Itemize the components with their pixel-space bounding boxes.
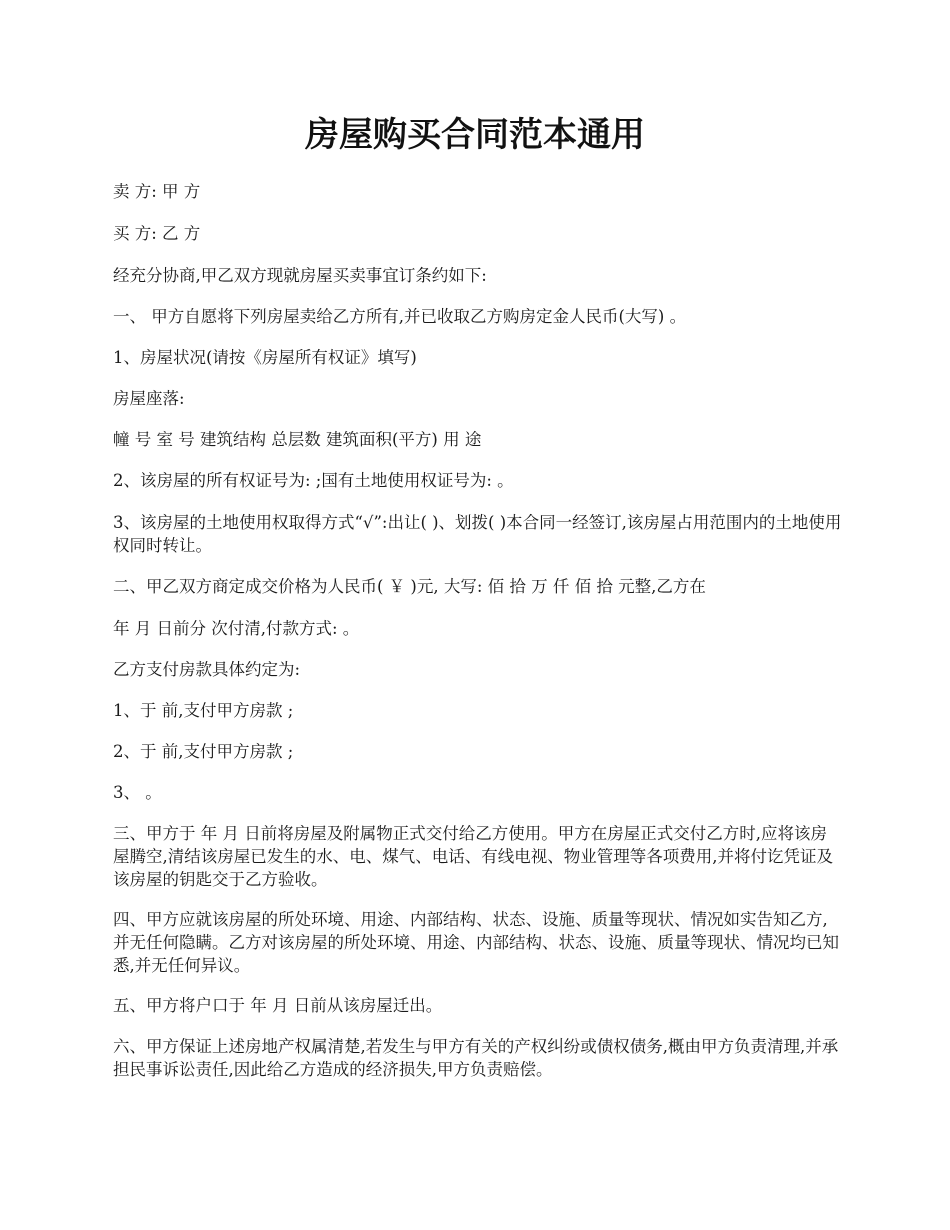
land-use-paragraph: 3、该房屋的土地使用权取得方式“√”:出让( )、划拨( )本合同一经签订,该房屋占用范围内的土地使用权同时转让。: [113, 513, 842, 555]
house-location-paragraph: 房屋座落:: [113, 389, 185, 408]
preamble-paragraph: 经充分协商,甲乙双方现就房屋买卖事宜订条约如下:: [113, 266, 487, 285]
payment-item-2: 2、于 前,支付甲方房款 ;: [113, 742, 294, 761]
seller-line: 卖 方: 甲 方: [113, 182, 201, 201]
clause-6-paragraph: 六、甲方保证上述房地产权属清楚,若发生与甲方有关的产权纠纷或债权债务,概由甲方负责清理,并承担民事诉讼责任,因此给乙方造成的经济损失,甲方负责赔偿。: [113, 1037, 839, 1079]
house-details-paragraph: 幢 号 室 号 建筑结构 总层数 建筑面积(平方) 用 途: [113, 430, 482, 449]
payment-date-paragraph: 年 月 日前分 次付清,付款方式: 。: [113, 619, 360, 638]
clause-3-paragraph: 三、甲方于 年 月 日前将房屋及附属物正式交付给乙方使用。甲方在房屋正式交付乙方时,应将该房屋腾空,清结该房屋已发生的水、电、煤气、电话、有线电视、物业管理等各项费用,并将付讫凭证及该房屋的钥匙交于乙方验收。: [113, 824, 833, 889]
clause-1-paragraph: 一、 甲方自愿将下列房屋卖给乙方所有,并已收取乙方购房定金人民币(大写) 。: [113, 307, 687, 326]
clause-5-paragraph: 五、甲方将户口于 年 月 日前从该房屋迁出。: [113, 996, 443, 1015]
clause-4-paragraph: 四、甲方应就该房屋的所处环境、用途、内部结构、状态、设施、质量等现状、情况如实告知乙方,并无任何隐瞒。乙方对该房屋的所处环境、用途、内部结构、状态、设施、质量等现状、情况均已知悉,并无任何异议。: [113, 910, 839, 975]
document-title: 房屋购买合同范本通用: [305, 115, 645, 155]
house-status-paragraph: 1、房屋状况(请按《房屋所有权证》填写): [113, 348, 417, 367]
clause-2-paragraph: 二、甲乙双方商定成交价格为人民币( ￥ )元, 大写: 佰 拾 万 仟 佰 拾 元整,乙方在: [113, 577, 706, 596]
payment-item-3: 3、 。: [113, 783, 162, 802]
certificate-number-paragraph: 2、该房屋的所有权证号为: ;国有土地使用权证号为: 。: [113, 471, 514, 490]
payment-item-1: 1、于 前,支付甲方房款 ;: [113, 701, 294, 720]
buyer-line: 买 方: 乙 方: [113, 224, 201, 243]
payment-terms-heading: 乙方支付房款具体约定为:: [113, 660, 301, 679]
